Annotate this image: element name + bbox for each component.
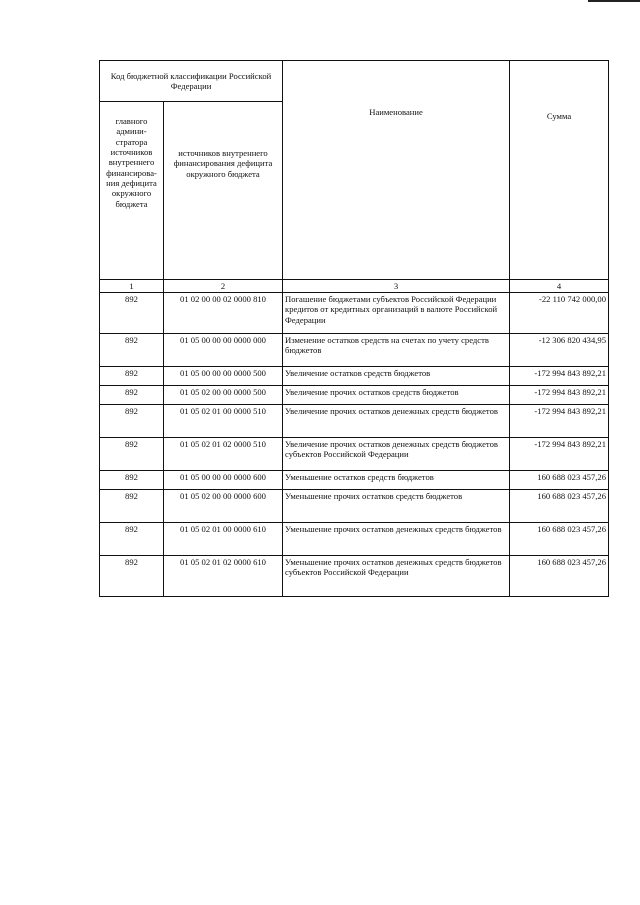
row-sum: -172 994 843 892,21 [510, 386, 609, 405]
row-name: Увеличение прочих остатков денежных средств бюджетов [283, 405, 510, 438]
table-row [100, 334, 609, 367]
table-row [100, 405, 609, 438]
column-number: 3 [283, 280, 510, 293]
column-number-row [100, 280, 609, 293]
admin-code: 892 [100, 386, 164, 405]
column-number: 1 [100, 280, 164, 293]
source-code: 01 05 00 00 00 0000 000 [164, 334, 283, 367]
scan-edge-mark [588, 0, 640, 2]
row-name: Увеличение прочих остатков денежных средств бюджетов субъектов Российской Федерации [283, 438, 510, 471]
table-row [100, 471, 609, 490]
row-sum: -172 994 843 892,21 [510, 405, 609, 438]
row-sum: -12 306 820 434,95 [510, 334, 609, 367]
row-sum: 160 688 023 457,26 [510, 556, 609, 597]
table-row [100, 367, 609, 386]
row-sum: 160 688 023 457,26 [510, 490, 609, 523]
header-source: источников внутреннего финансирования дефицита окружного бюджета [164, 102, 283, 280]
source-code: 01 02 00 00 02 0000 810 [164, 293, 283, 334]
source-code: 01 05 02 01 02 0000 510 [164, 438, 283, 471]
row-name: Увеличение прочих остатков средств бюджетов [283, 386, 510, 405]
row-name: Погашение бюджетами субъектов Российской Федерации кредитов от кредитных организаций в валюте Российской Федерации [283, 293, 510, 334]
column-number: 2 [164, 280, 283, 293]
row-name: Увеличение остатков средств бюджетов [283, 367, 510, 386]
admin-code: 892 [100, 334, 164, 367]
header-name: Наименование [283, 61, 510, 280]
table-row [100, 556, 609, 597]
admin-code: 892 [100, 293, 164, 334]
table-row [100, 490, 609, 523]
column-number: 4 [510, 280, 609, 293]
source-code: 01 05 02 01 00 0000 610 [164, 523, 283, 556]
admin-code: 892 [100, 490, 164, 523]
table-row [100, 523, 609, 556]
source-code: 01 05 02 01 00 0000 510 [164, 405, 283, 438]
budget-sources-table [99, 60, 609, 597]
header-classification-code: Код бюджетной классификации Российской Федерации [100, 61, 283, 102]
header-group-row [100, 61, 609, 102]
row-name: Уменьшение прочих остатков денежных средств бюджетов [283, 523, 510, 556]
row-name: Уменьшение прочих остатков средств бюджетов [283, 490, 510, 523]
header-sum: Сумма [510, 61, 609, 280]
source-code: 01 05 02 01 02 0000 610 [164, 556, 283, 597]
row-sum: -172 994 843 892,21 [510, 367, 609, 386]
row-sum: 160 688 023 457,26 [510, 471, 609, 490]
table-row [100, 386, 609, 405]
table-row [100, 438, 609, 471]
source-code: 01 05 00 00 00 0000 500 [164, 367, 283, 386]
source-code: 01 05 00 00 00 0000 600 [164, 471, 283, 490]
row-sum: -172 994 843 892,21 [510, 438, 609, 471]
admin-code: 892 [100, 556, 164, 597]
source-code: 01 05 02 00 00 0000 600 [164, 490, 283, 523]
admin-code: 892 [100, 367, 164, 386]
admin-code: 892 [100, 523, 164, 556]
row-sum: 160 688 023 457,26 [510, 523, 609, 556]
admin-code: 892 [100, 471, 164, 490]
row-name: Уменьшение остатков средств бюджетов [283, 471, 510, 490]
row-name: Изменение остатков средств на счетах по учету средств бюджетов [283, 334, 510, 367]
admin-code: 892 [100, 438, 164, 471]
admin-code: 892 [100, 405, 164, 438]
row-sum: -22 110 742 000,00 [510, 293, 609, 334]
header-admin: главного админи-стратора источников внутреннего финансирова-ния дефицита окружного бюджета [100, 102, 164, 280]
row-name: Уменьшение прочих остатков денежных средств бюджетов субъектов Российской Федерации [283, 556, 510, 597]
table-row [100, 293, 609, 334]
source-code: 01 05 02 00 00 0000 500 [164, 386, 283, 405]
